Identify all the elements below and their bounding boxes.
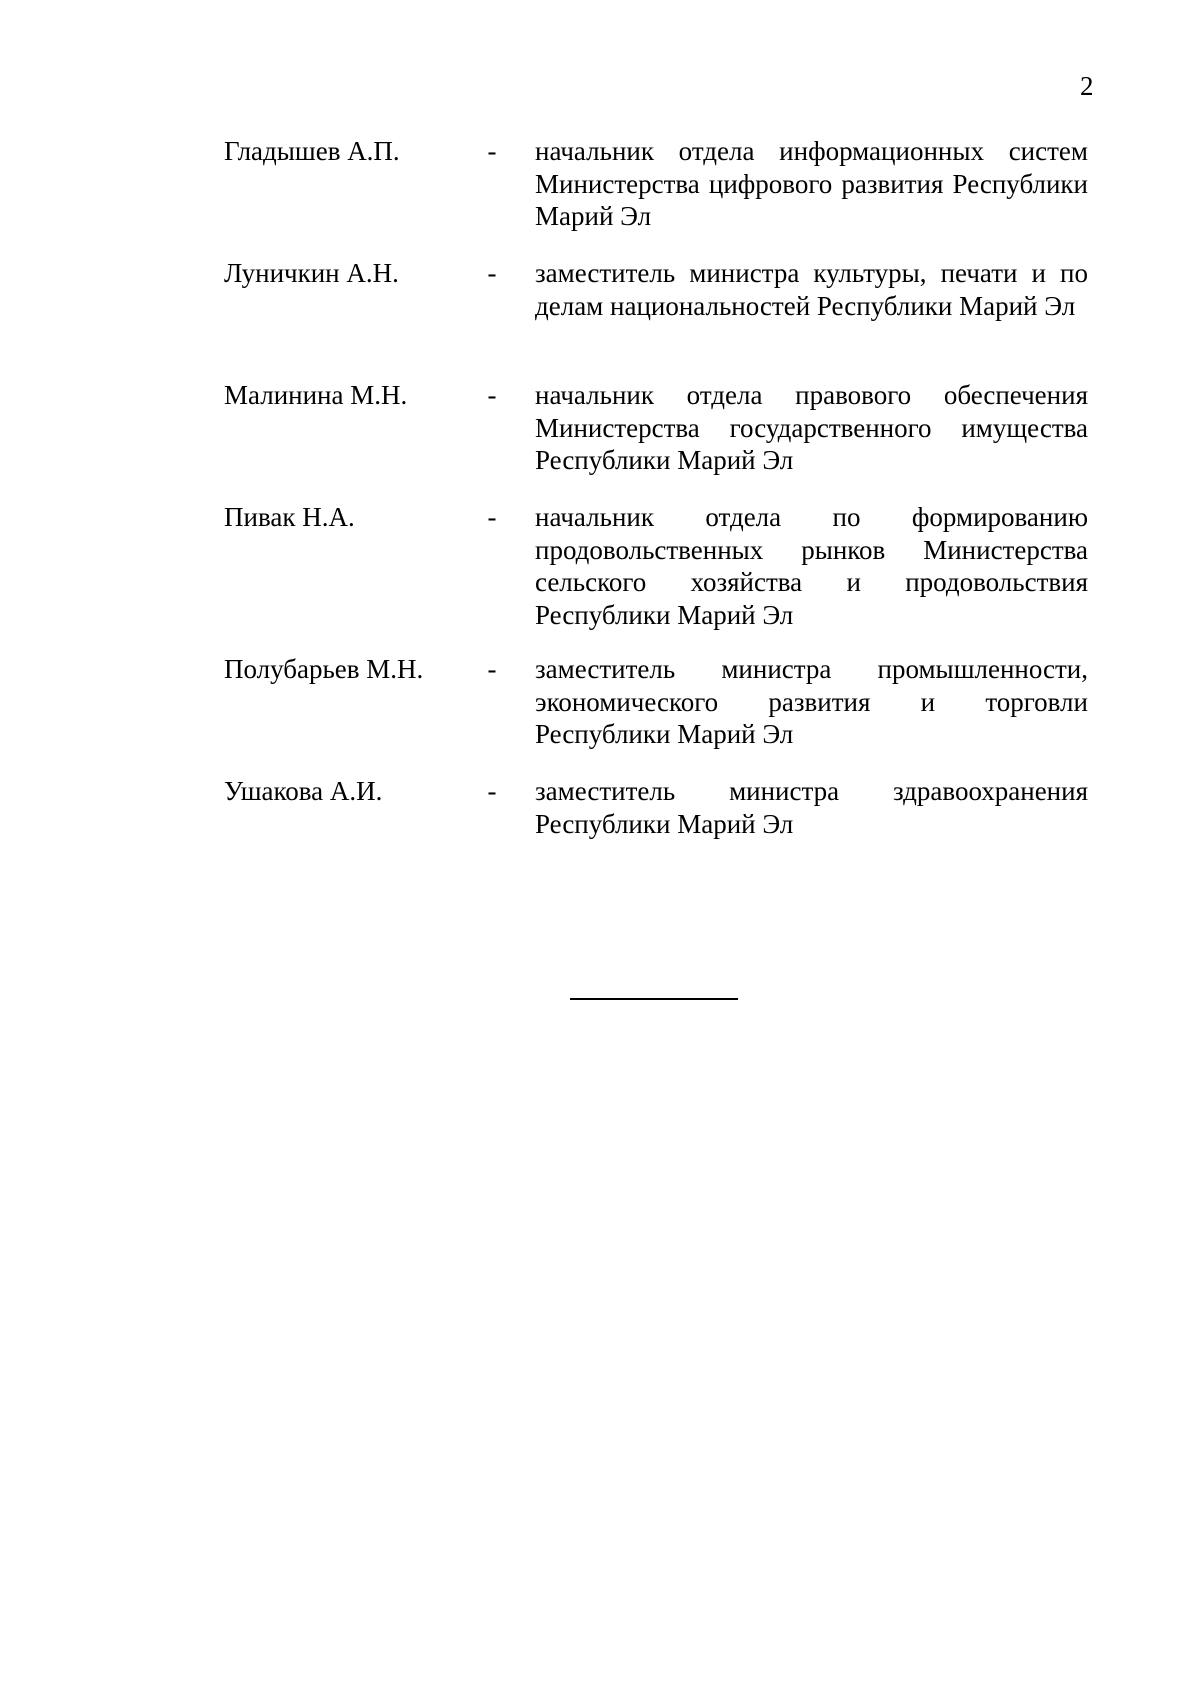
member-row bbox=[0, 257, 1200, 379]
member-dash: - bbox=[487, 654, 497, 684]
member-position: заместитель министра культуры, печати и по делам национальностей Республики Марий Эл bbox=[535, 258, 1088, 321]
member-row bbox=[0, 653, 1200, 775]
member-dash: - bbox=[487, 136, 497, 166]
member-dash: - bbox=[487, 380, 497, 410]
member-dash: - bbox=[487, 776, 497, 806]
member-name: Пивак Н.А. bbox=[224, 502, 355, 532]
member-position: начальник отдела правового обеспечения Министерства государственного имущества Республики Марий Эл bbox=[535, 380, 1088, 475]
page-number: 2 bbox=[1080, 71, 1094, 101]
member-name: Малинина М.Н. bbox=[224, 380, 408, 410]
member-name: Гладышев А.П. bbox=[224, 136, 400, 166]
member-row bbox=[0, 379, 1200, 501]
member-dash: - bbox=[487, 258, 497, 288]
member-position: заместитель министра промышленности, экономического развития и торговли Республики Марий Эл bbox=[535, 654, 1088, 749]
member-row bbox=[0, 775, 1200, 897]
member-name: Ушакова А.И. bbox=[224, 776, 383, 806]
closing-divider-line bbox=[570, 998, 738, 1000]
member-row bbox=[0, 135, 1200, 257]
member-position: начальник отдела по формированию продовольственных рынков Министерства сельского хозяйства и продовольствия Республики Марий Эл bbox=[535, 502, 1088, 630]
member-name: Полубарьев М.Н. bbox=[224, 654, 424, 684]
member-position: заместитель министра здравоохранения Республики Марий Эл bbox=[535, 776, 1088, 839]
member-list bbox=[0, 135, 1200, 897]
member-position: начальник отдела информационных систем Министерства цифрового развития Республики Марий Эл bbox=[535, 136, 1088, 231]
member-row bbox=[0, 501, 1200, 653]
member-name: Луничкин А.Н. bbox=[224, 258, 399, 288]
member-dash: - bbox=[487, 502, 497, 532]
